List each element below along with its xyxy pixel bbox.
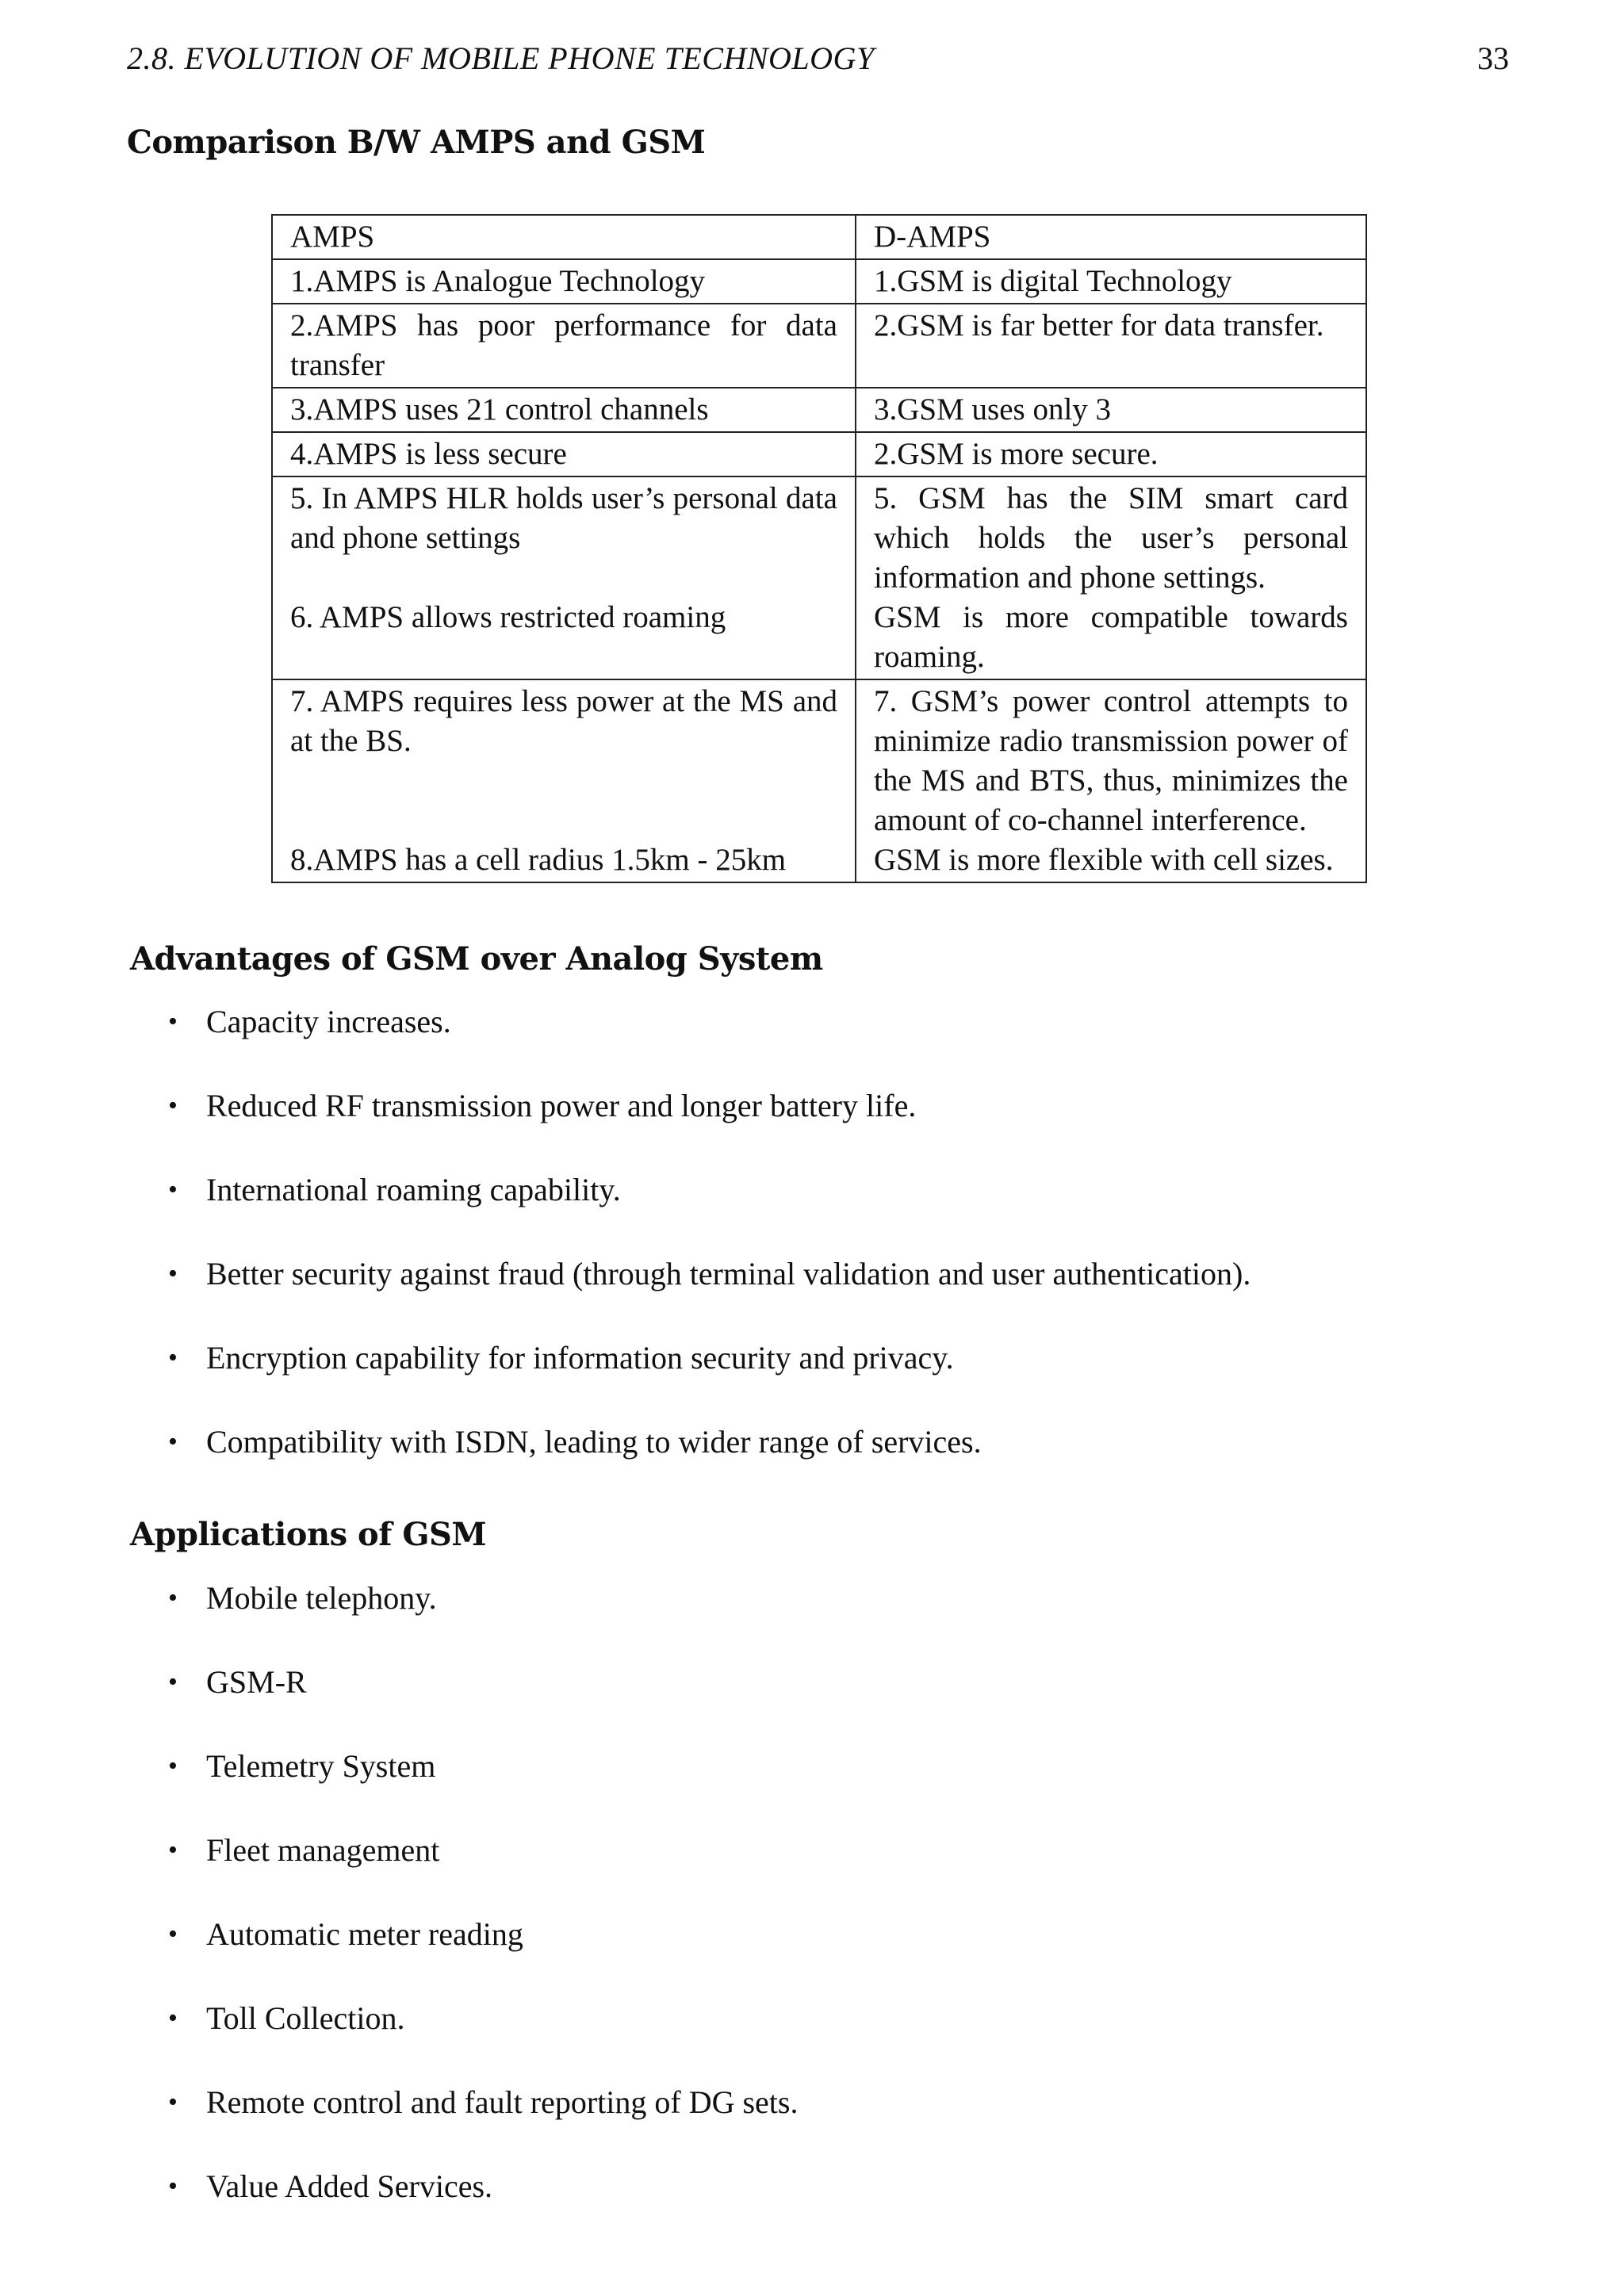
bullet-icon: • [168, 1919, 178, 1949]
comparison-table [271, 214, 1367, 883]
list-item [168, 1002, 1251, 1086]
list-item [168, 1338, 1251, 1422]
list-item [168, 1254, 1251, 1338]
list-item-text: Reduced RF transmission power and longer battery life. [206, 1088, 917, 1123]
table-cell-gsm [856, 476, 1366, 679]
table-row [272, 679, 1366, 882]
advantages-list [168, 1002, 1251, 1506]
bullet-icon: • [168, 2003, 178, 2033]
page-number: 33 [1477, 40, 1509, 76]
cell-text: 7. AMPS requires less power at the MS and at the BS. [290, 684, 837, 758]
cell-text: 3.AMPS uses 21 control channels [290, 392, 709, 427]
list-item [168, 1999, 798, 2083]
table-cell-amps [272, 304, 856, 388]
applications-heading: Applications of GSM [130, 1516, 487, 1553]
list-item [168, 1422, 1251, 1506]
list-item-text: International roaming capability. [206, 1172, 621, 1207]
column-header-amps: AMPS [272, 215, 856, 259]
list-item-text: Fleet management [206, 1832, 440, 1868]
cell-text: 2.AMPS has poor performance for data transfer [290, 308, 837, 382]
comparison-heading: Comparison B/W AMPS and GSM [127, 124, 706, 161]
bullet-icon: • [168, 2087, 178, 2117]
list-item-text: Better security against fraud (through terminal validation and user authentication). [206, 1256, 1251, 1292]
cell-text: 6. AMPS allows restricted roaming [290, 600, 726, 634]
cell-text: 4.AMPS is less secure [290, 437, 567, 471]
bullet-icon: • [168, 1007, 178, 1036]
table-row [272, 259, 1366, 304]
bullet-icon: • [168, 1427, 178, 1456]
list-item-text: Capacity increases. [206, 1004, 451, 1039]
table-cell-amps [272, 388, 856, 432]
list-item-text: Toll Collection. [206, 2000, 405, 2036]
cell-text: 7. GSM’s power control attempts to minimize radio transmission power of the MS and BTS, thus, minimizes the amount of co-channel interference. [874, 684, 1348, 837]
table-cell-amps [272, 476, 856, 679]
table-cell-amps [272, 259, 856, 304]
table-cell-gsm [856, 259, 1366, 304]
cell-text: 2.GSM is more secure. [874, 437, 1159, 471]
bullet-icon: • [168, 1259, 178, 1288]
list-item-text: Telemetry System [206, 1748, 436, 1784]
cell-text: 1.GSM is digital Technology [874, 264, 1232, 298]
cell-text: 1.AMPS is Analogue Technology [290, 264, 706, 298]
list-item-text: Automatic meter reading [206, 1916, 523, 1952]
list-item-text: Encryption capability for information security and privacy. [206, 1340, 954, 1376]
table-row [272, 476, 1366, 679]
cell-text: GSM is more flexible with cell sizes. [874, 843, 1334, 877]
list-item [168, 2167, 798, 2251]
bullet-icon: • [168, 1667, 178, 1697]
list-item [168, 1915, 798, 1999]
table-header-row [272, 215, 1366, 259]
running-header-title: 2.8. EVOLUTION OF MOBILE PHONE TECHNOLOGY [127, 40, 875, 76]
cell-text: 5. In AMPS HLR holds user’s personal data and phone settings [290, 481, 837, 555]
list-item-text: Value Added Services. [206, 2168, 493, 2204]
list-item [168, 2083, 798, 2167]
table-row [272, 388, 1366, 432]
bullet-icon: • [168, 1343, 178, 1372]
bullet-icon: • [168, 1835, 178, 1865]
table-cell-gsm [856, 304, 1366, 388]
table-cell-gsm [856, 679, 1366, 882]
advantages-heading: Advantages of GSM over Analog System [130, 940, 823, 978]
list-item-text: Compatibility with ISDN, leading to wider range of services. [206, 1424, 982, 1460]
list-item [168, 1170, 1251, 1254]
table-cell-gsm [856, 388, 1366, 432]
table-cell-gsm [856, 432, 1366, 476]
cell-text: GSM is more compatible towards roaming. [874, 600, 1348, 674]
cell-text: 8.AMPS has a cell radius 1.5km - 25km [290, 843, 787, 877]
list-item [168, 1578, 798, 1663]
table-row [272, 304, 1366, 388]
bullet-icon: • [168, 1175, 178, 1204]
list-item-text: GSM-R [206, 1664, 307, 1700]
list-item [168, 1831, 798, 1915]
cell-text: 5. GSM has the SIM smart card which holds the user’s personal information and phone settings. [874, 481, 1348, 595]
column-header-d-amps: D-AMPS [856, 215, 1366, 259]
list-item [168, 1663, 798, 1747]
bullet-icon: • [168, 2172, 178, 2201]
list-item-text: Mobile telephony. [206, 1580, 437, 1616]
table-cell-amps [272, 679, 856, 882]
cell-text: 3.GSM uses only 3 [874, 392, 1112, 427]
bullet-icon: • [168, 1091, 178, 1120]
bullet-icon: • [168, 1751, 178, 1781]
list-item-text: Remote control and fault reporting of DG sets. [206, 2084, 799, 2120]
table-cell-amps [272, 432, 856, 476]
cell-text: 2.GSM is far better for data transfer. [874, 308, 1324, 342]
list-item [168, 1747, 798, 1831]
list-item [168, 1086, 1251, 1170]
bullet-icon: • [168, 1583, 178, 1613]
table-row [272, 432, 1366, 476]
applications-list [168, 1578, 798, 2251]
